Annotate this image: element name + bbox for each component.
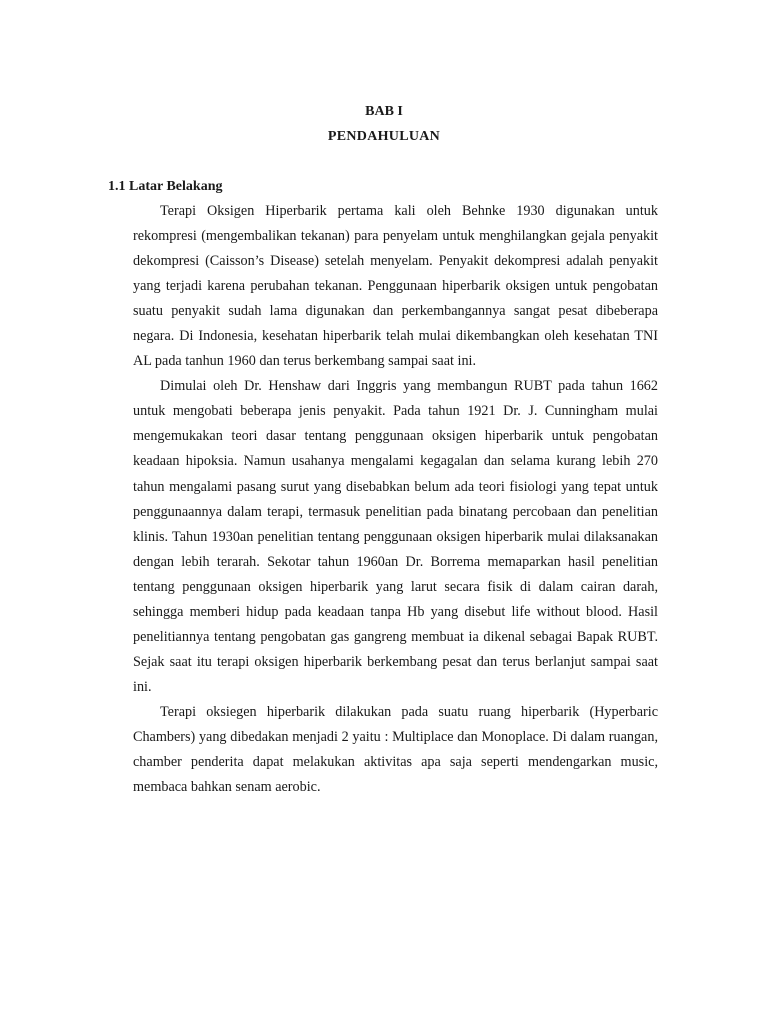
- section-heading: 1.1 Latar Belakang: [108, 179, 223, 194]
- chapter-number: BAB I: [365, 104, 403, 119]
- body-text: [133, 199, 658, 800]
- paragraph-2: Dimulai oleh Dr. Henshaw dari Inggris yang membangun RUBT pada tahun 1662 untuk mengobati beberapa jenis penyakit. Pada tahun 1921 Dr. J. Cunningham mulai mengemukakan teori dasar tentang penggunaan oksigen hiperbarik untuk pengobatan keadaan hipoksia. Namun usahanya mengalami kegagalan dan selama kurang lebih 270 tahun mengalami pasang surut yang disebabkan belum ada teori fisiologi yang tepat untuk penggunaannya dalam terapi, termasuk penelitian pada binatang percobaan dan penelitian klinis. Tahun 1930an penelitian tentang penggunaan oksigen hiperbarik mulai dilaksanakan dengan lebih terarah. Sekotar tahun 1960an Dr. Borrema memaparkan hasil penelitian tentang penggunaan oksigen hiperbarik yang larut secara fisik di dalam cairan darah, sehingga memberi hidup pada keadaan tanpa Hb yang disebut life without blood. Hasil penelitiannya tentang pengobatan gas gangreng membuat ia dikenal sebagai Bapak RUBT. Sejak saat itu terapi oksigen hiperbarik berkembang pesat dan terus berlanjut sampai saat ini.: [133, 378, 658, 695]
- paragraph-3: Terapi oksiegen hiperbarik dilakukan pada suatu ruang hiperbarik (Hyperbaric Chambers) yang dibedakan menjadi 2 yaitu : Multiplace dan Monoplace. Di dalam ruangan, chamber penderita dapat melakukan aktivitas apa saja seperti mendengarkan music, membaca bahkan senam aerobic.: [133, 703, 658, 796]
- paragraph-1: Terapi Oksigen Hiperbarik pertama kali oleh Behnke 1930 digunakan untuk rekompresi (mengembalikan tekanan) para penyelam untuk menghilangkan gejala penyakit dekompresi (Caisson’s Disease) setelah menyelam. Penyakit dekompresi adalah penyakit yang terjadi karena perubahan tekanan. Penggunaan hiperbarik oksigen untuk pengobatan suatu penyakit sudah lama digunakan dan perkembangannya sangat pesat dibeberapa negara. Di Indonesia, kesehatan hiperbarik telah mulai dikembangkan oleh kesehatan TNI AL pada tanhun 1960 dan terus berkembang sampai saat ini.: [133, 203, 658, 370]
- chapter-title: PENDAHULUAN: [327, 129, 441, 144]
